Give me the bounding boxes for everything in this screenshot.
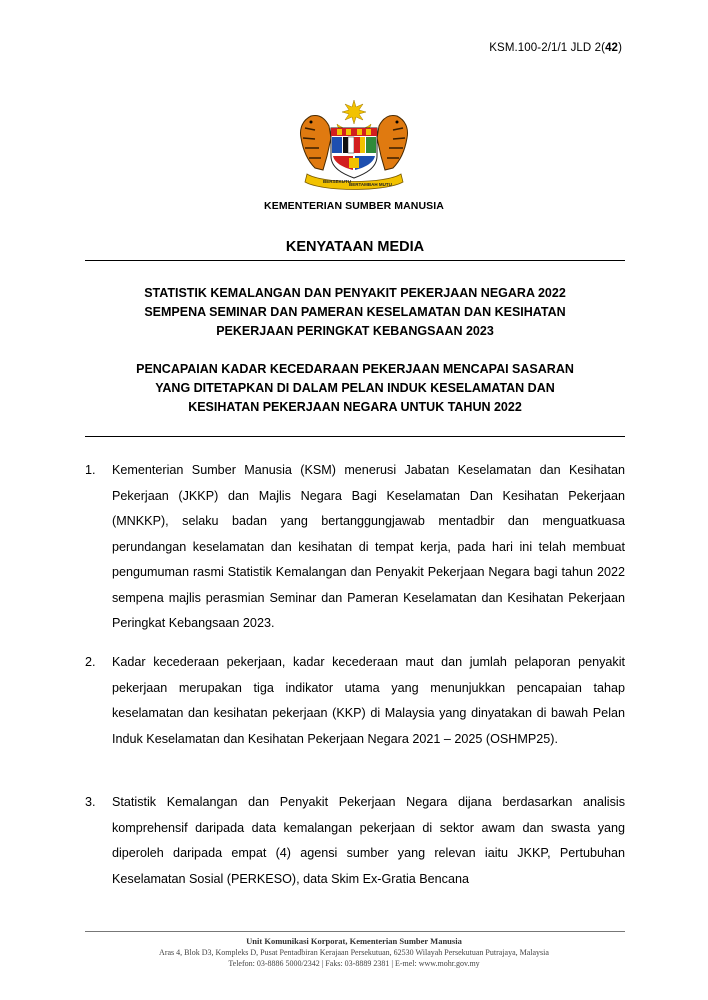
ministry-name: KEMENTERIAN SUMBER MANUSIA xyxy=(264,200,444,212)
paragraph-text: Kadar kecederaan pekerjaan, kadar kecederaan maut dan jumlah pelaporan penyakit pekerjaan merupakan tiga indikator utama yang menunjukkan pencapaian tahap keselamatan dan kesihatan pekerjaan (KKP) di Malaysia yang dinyatakan di bawah Pelan Induk Keselamatan dan Kesihatan Pekerjaan Negara 2021 – 2025 (OSHMP25). xyxy=(112,655,625,746)
reference-number xyxy=(489,42,622,54)
paragraph-text: Statistik Kemalangan dan Penyakit Pekerjaan Negara dijana berdasarkan analisis komprehensif daripada data kemalangan pekerjaan di sektor awam dan swasta yang diperoleh daripada empat (4) agensi sumber yang relevan iaitu JKKP, Pertubuhan Keselamatan Sosial (PERKESO), data Skim Ex-Gratia Bencana xyxy=(112,795,625,886)
headline-primary-line-1: STATISTIK KEMALANGAN DAN PENYAKIT PEKERJAAN NEGARA 2022 xyxy=(144,286,566,300)
paragraph-1 xyxy=(85,458,625,637)
headline-secondary-line-2: YANG DITETAPKAN DI DALAM PELAN INDUK KESELAMATAN DAN xyxy=(155,381,555,395)
left-tiger-icon xyxy=(300,115,331,170)
footer-address: Aras 4, Blok D3, Kompleks D, Pusat Pentadbiran Kerajaan Persekutuan, 62530 Wilayah Persekutuan Putrajaya, Malaysia xyxy=(159,948,549,957)
right-tiger-icon xyxy=(377,115,408,170)
footer-contact: Telefon: 03-8886 5000/2342 | Faks: 03-8889 2381 | E-mel: www.mohr.gov.my xyxy=(228,959,480,968)
paragraph-number: 3. xyxy=(85,795,96,809)
headline-secondary xyxy=(85,360,625,417)
headline-secondary-line-1: PENCAPAIAN KADAR KECEDARAAN PEKERJAAN MENCAPAI SASARAN xyxy=(136,362,574,376)
title-divider xyxy=(85,260,625,261)
malaysia-coat-of-arms-icon xyxy=(293,98,415,194)
reference-suffix: ) xyxy=(618,42,622,54)
paragraph-3 xyxy=(85,790,625,892)
headline-primary-line-2: SEMPENA SEMINAR DAN PAMERAN KESELAMATAN DAN KESIHATAN xyxy=(144,305,566,319)
paragraph-2 xyxy=(85,650,625,752)
headline-primary-line-3: PEKERJAAN PERINGKAT KEBANGSAAN 2023 xyxy=(216,324,494,338)
footer-divider xyxy=(85,931,625,932)
document-title: KENYATAAN MEDIA xyxy=(285,239,425,255)
footer-unit-name: Unit Komunikasi Korporat, Kementerian Sumber Manusia xyxy=(246,936,462,946)
crest-shield-icon xyxy=(331,128,377,178)
headline-secondary-line-3: KESIHATAN PEKERJAAN NEGARA UNTUK TAHUN 2022 xyxy=(188,400,522,414)
federal-star-icon xyxy=(342,100,366,124)
reference-prefix: KSM.100-2/1/1 JLD 2( xyxy=(489,42,606,54)
reference-folio: 42 xyxy=(605,42,619,54)
motto-left-text: BERSEKUTU xyxy=(323,179,352,184)
motto-right-text: BERTAMBAH MUTU xyxy=(349,182,392,187)
paragraph-text: Kementerian Sumber Manusia (KSM) menerusi Jabatan Keselamatan dan Kesihatan Pekerjaan (JKKP) dan Majlis Negara Bagi Keselamatan Dan Kesihatan Pekerjaan (MNKKP), selaku badan yang bertanggungjawab mentadbir dan menguatkuasa perundangan keselamatan dan kesihatan di tempat kerja, pada hari ini telah membuat pengumuman rasmi Statistik Kemalangan dan Penyakit Pekerjaan Negara bagi tahun 2022 sempena majlis perasmian Seminar dan Pameran Keselamatan dan Kesihatan Pekerjaan Peringkat Kebangsaan 2023. xyxy=(112,463,625,630)
paragraph-number: 1. xyxy=(85,463,96,477)
paragraph-number: 2. xyxy=(85,655,96,669)
headline-primary xyxy=(85,284,625,341)
headline-divider xyxy=(85,436,625,437)
page-footer xyxy=(60,936,648,969)
